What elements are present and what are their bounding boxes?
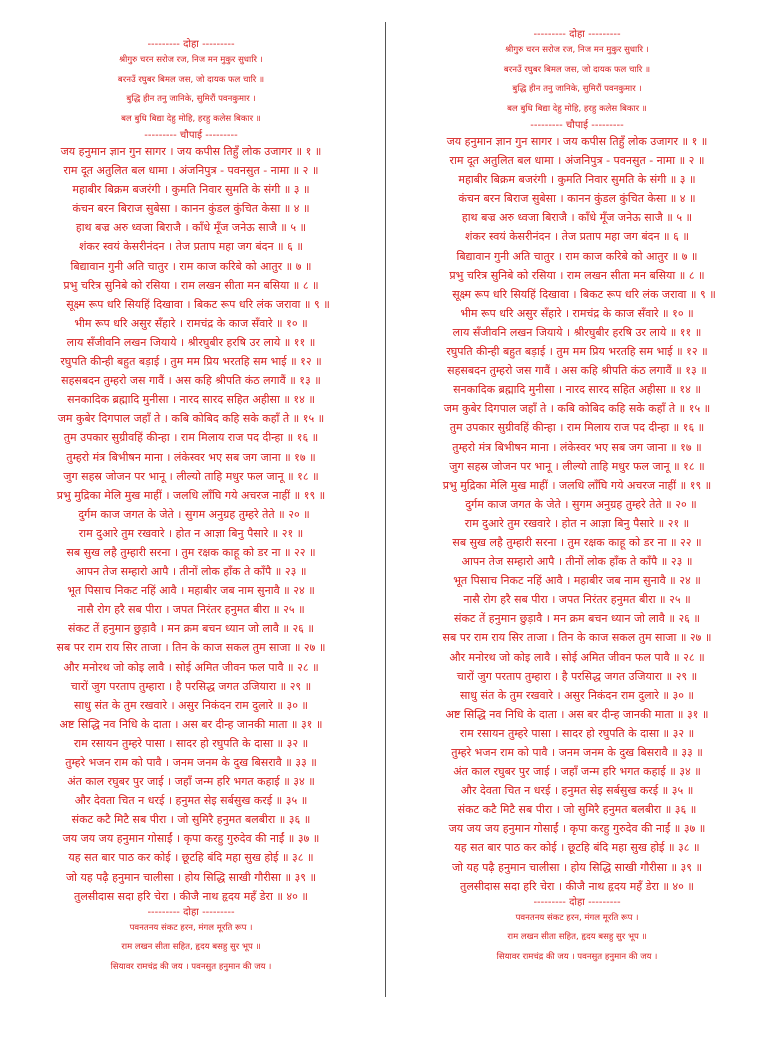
chaupai-line: तुम उपकार सुग्रीवहिं कीन्हा । राम मिलाय राज पद दीन्हा ॥ १६ ॥ bbox=[449, 421, 705, 435]
chaupai-line: तुम्हरो मंत्र बिभीषन माना । लंकेस्वर भए सब जग जाना ॥ १७ ॥ bbox=[452, 440, 702, 454]
chaupai-line: नासै रोग हरै सब पीरा । जपत निरंतर हनुमत बीरा ॥ २५ ॥ bbox=[463, 593, 691, 607]
doha-line: बुद्धि हीन तनु जानिके, सुमिरौं पवनकुमार । bbox=[512, 84, 642, 94]
chaupai-line: अष्ट सिद्धि नव निधि के दाता । अस बर दीन्ह जानकी माता ॥ ३१ ॥ bbox=[445, 707, 709, 721]
chaupai-line: तुलसीदास सदा हरि चेरा । कीजै नाथ हृदय महँ डेरा ॥ ४० ॥ bbox=[460, 879, 694, 893]
chaupai-line: लाय सँजीवनि लखन जियाये । श्रीरघुबीर हरषि उर लाये ॥ ११ ॥ bbox=[66, 335, 316, 349]
chaupai-line: और मनोरथ जो कोइ लावै । सोई अमित जीवन फल पावै ॥ २८ ॥ bbox=[449, 650, 705, 664]
chaupai-line: जो यह पढ़ै हनुमान चालीसा । होय सिद्धि साखी गौरीसा ॥ ३९ ॥ bbox=[65, 870, 317, 884]
column-divider bbox=[385, 22, 386, 997]
chaupai-line: रघुपति कीन्ही बहुत बड़ाई । तुम मम प्रिय भरतहि सम भाई ॥ १२ ॥ bbox=[446, 345, 708, 359]
chaupai-line: जो यह पढ़ै हनुमान चालीसा । होय सिद्धि साखी गौरीसा ॥ ३९ ॥ bbox=[451, 860, 703, 874]
chaupai-line: संकट कटै मिटै सब पीरा । जो सुमिरै हनुमत बलबीरा ॥ ३६ ॥ bbox=[457, 803, 697, 817]
chaupai-line: और देवता चित न धरई । हनुमत सेइ सर्बसुख करई ॥ ३५ ॥ bbox=[460, 784, 694, 798]
doha-line: बल बुधि बिद्या देहु मोहि, हरहु कलेस बिकार ॥ bbox=[121, 113, 261, 124]
chaupai-line: सब पर राम राय सिर ताजा । तिन के काज सकल तुम साजा ॥ २७ ॥ bbox=[442, 631, 712, 645]
chaupai-line: तुम्हरे भजन राम को पावै । जनम जनम के दुख बिसरावै ॥ ३३ ॥ bbox=[65, 756, 317, 769]
chaupai-line: भूत पिसाच निकट नहिं आवै । महाबीर जब नाम सुनावै ॥ २४ ॥ bbox=[67, 584, 315, 598]
chaupai-heading: --------- चौपाई --------- bbox=[530, 120, 624, 131]
chaupai-line: महाबीर बिक्रम बजरंगी । कुमति निवार सुमति के संगी ॥ ३ ॥ bbox=[72, 183, 310, 197]
chaupai-line: कंचन बरन बिराज सुबेसा । कानन कुंडल कुंचित केसा ॥ ४ ॥ bbox=[72, 202, 310, 216]
doha-line: श्रीगुरु चरन सरोज रज, निज मन मुकुर सुधारि । bbox=[505, 45, 649, 55]
closing-doha-line: पवनतनय संकट हरन, मंगल मूरति रूप । bbox=[515, 912, 639, 923]
doha-heading: --------- दोहा --------- bbox=[533, 29, 621, 40]
chaupai-line: राम दुआरे तुम रखवारे । होत न आज्ञा बिनु पैसारे ॥ २१ ॥ bbox=[464, 516, 690, 530]
closing-jaikara-line: सियावर रामचंद्र की जय । पवनसुत हनुमान की जय । bbox=[496, 951, 658, 962]
chaupai-line: यह सत बार पाठ कर कोई । छूटहि बंदि महा सुख होई ॥ ३८ ॥ bbox=[454, 841, 700, 855]
chaupai-line: जम कुबेर दिगपाल जहाँ ते । कबि कोबिद कहि सके कहाँ ते ॥ १५ ॥ bbox=[443, 402, 711, 416]
chaupai-line: जय जय जय हनुमान गोसाईं । कृपा करहु गुरुदेव की नाईं ॥ ३७ ॥ bbox=[62, 832, 320, 846]
chaupai-line: सहसबदन तुम्हरो जस गावैं । अस कहि श्रीपति कंठ लगावैं ॥ १३ ॥ bbox=[447, 364, 707, 378]
doha-line: बरनउँ रघुबर बिमल जस, जो दायक फल चारि ॥ bbox=[117, 74, 265, 85]
chaupai-line: सनकादिक ब्रह्मादि मुनीसा । नारद सारद सहित अहीसा ॥ १४ ॥ bbox=[453, 383, 701, 397]
chaupai-line: भीम रूप धरि असुर सँहारे । रामचंद्र के काज सँवारे ॥ १० ॥ bbox=[460, 306, 694, 320]
chaupai-heading: --------- चौपाई --------- bbox=[144, 130, 238, 141]
chaupai-line: दुर्गम काज जगत के जेते । सुगम अनुग्रह तुम्हरे तेते ॥ २० ॥ bbox=[465, 497, 697, 511]
chaupai-line: तुलसीदास सदा हरि चेरा । कीजै नाथ हृदय महँ डेरा ॥ ४० ॥ bbox=[74, 889, 308, 903]
closing-jaikara-line: सियावर रामचंद्र की जय । पवनसुत हनुमान की जय । bbox=[110, 961, 272, 972]
chaupai-line: राम रसायन तुम्हरे पासा । सादर हो रघुपति के दासा ॥ ३२ ॥ bbox=[73, 736, 309, 750]
closing-doha-line: राम लखन सीता सहित, हृदय बसहु सुर भूप ॥ bbox=[121, 942, 261, 953]
chaupai-line: जय जय जय हनुमान गोसाईं । कृपा करहु गुरुदेव की नाईं ॥ ३७ ॥ bbox=[448, 822, 706, 836]
chaupai-line: राम रसायन तुम्हरे पासा । सादर हो रघुपति के दासा ॥ ३२ ॥ bbox=[459, 726, 695, 740]
chaupai-line: तुम उपकार सुग्रीवहिं कीन्हा । राम मिलाय राज पद दीन्हा ॥ १६ ॥ bbox=[63, 431, 319, 445]
chaupai-line: राम दूत अतुलित बल धामा । अंजनिपुत्र - पवनसुत - नामा ॥ २ ॥ bbox=[449, 154, 705, 168]
chaupai-line: प्रभु मुद्रिका मेलि मुख माहीं । जलधि लाँघि गये अचरज नाहीं ॥ १९ ॥ bbox=[442, 478, 712, 492]
chaupai-line: सब सुख लहै तुम्हारी सरना । तुम रक्षक काहू को डर ना ॥ २२ ॥ bbox=[452, 535, 702, 549]
chaupai-line: सहसबदन तुम्हरो जस गावैं । अस कहि श्रीपति कंठ लगावैं ॥ १३ ॥ bbox=[61, 374, 321, 388]
chaupai-line: कंचन बरन बिराज सुबेसा । कानन कुंडल कुंचित केसा ॥ ४ ॥ bbox=[458, 192, 696, 206]
chaupai-line: अष्ट सिद्धि नव निधि के दाता । अस बर दीन्ह जानकी माता ॥ ३१ ॥ bbox=[59, 717, 323, 731]
chaupai-line: राम दुआरे तुम रखवारे । होत न आज्ञा बिनु पैसारे ॥ २१ ॥ bbox=[78, 526, 304, 540]
chaupai-line: प्रभु चरित्र सुनिबे को रसिया । राम लखन सीता मन बसिया ॥ ८ ॥ bbox=[63, 278, 319, 292]
chaupai-line: यह सत बार पाठ कर कोई । छूटहि बंदि महा सुख होई ॥ ३८ ॥ bbox=[68, 851, 314, 865]
chaupai-line: साधु संत के तुम रखवारे । असुर निकंदन राम दुलारे ॥ ३० ॥ bbox=[459, 688, 695, 702]
chaupai-line: आपन तेज सम्हारो आपै । तीनों लोक हाँक ते काँपै ॥ २३ ॥ bbox=[461, 555, 693, 569]
chaupai-line: लाय सँजीवनि लखन जियाये । श्रीरघुबीर हरषि उर लाये ॥ ११ ॥ bbox=[452, 325, 702, 339]
chaupai-line: चारों जुग परताप तुम्हारा । है परसिद्ध जगत उजियारा ॥ २९ ॥ bbox=[70, 679, 312, 693]
chaupai-line: चारों जुग परताप तुम्हारा । है परसिद्ध जगत उजियारा ॥ २९ ॥ bbox=[456, 669, 698, 683]
chaupai-line: हाथ बज्र अरु ध्वजा बिराजै । काँधे मूँज जनेऊ साजै ॥ ५ ॥ bbox=[75, 221, 307, 235]
chaupai-line: आपन तेज सम्हारो आपै । तीनों लोक हाँक ते काँपै ॥ २३ ॥ bbox=[75, 565, 307, 579]
chaupai-line: जम कुबेर दिगपाल जहाँ ते । कबि कोबिद कहि सके कहाँ ते ॥ १५ ॥ bbox=[57, 412, 325, 426]
chaupai-line: जुग सहस्र जोजन पर भानू । लील्यो ताहि मधुर फल जानू ॥ १८ ॥ bbox=[63, 469, 319, 483]
chaupai-line: दुर्गम काज जगत के जेते । सुगम अनुग्रह तुम्हरे तेते ॥ २० ॥ bbox=[78, 507, 310, 521]
chaupai-line: संकट तें हनुमान छुड़ावै । मन क्रम बचन ध्यान जो लावै ॥ २६ ॥ bbox=[454, 612, 700, 626]
chaupai-line: जय हनुमान ज्ञान गुन सागर । जय कपीस तिहुँ लोक उजागर ॥ १ ॥ bbox=[60, 145, 322, 158]
doha-line: श्रीगुरु चरन सरोज रज, निज मन मुकुर सुधारि । bbox=[119, 55, 263, 65]
chaupai-line: और मनोरथ जो कोइ लावै । सोई अमित जीवन फल पावै ॥ २८ ॥ bbox=[63, 660, 319, 674]
chaupai-line: अंत काल रघुबर पुर जाई । जहाँ जन्म हरि भगत कहाई ॥ ३४ ॥ bbox=[67, 775, 315, 789]
chaupai-line: सनकादिक ब्रह्मादि मुनीसा । नारद सारद सहित अहीसा ॥ १४ ॥ bbox=[67, 393, 315, 407]
closing-doha-heading: --------- दोहा --------- bbox=[147, 906, 235, 918]
chaupai-line: शंकर स्वयं केसरीनंदन । तेज प्रताप महा जग बंदन ॥ ६ ॥ bbox=[465, 230, 689, 244]
chaupai-line: शंकर स्वयं केसरीनंदन । तेज प्रताप महा जग बंदन ॥ ६ ॥ bbox=[79, 240, 303, 254]
doha-line: बरनउँ रघुबर बिमल जस, जो दायक फल चारि ॥ bbox=[503, 64, 651, 75]
closing-doha-line: राम लखन सीता सहित, हृदय बसहु सुर भूप ॥ bbox=[507, 932, 647, 943]
chaupai-line: बिद्यावान गुनी अति चातुर । राम काज करिबे को आतुर ॥ ७ ॥ bbox=[70, 259, 312, 273]
chaupai-line: तुम्हरे भजन राम को पावै । जनम जनम के दुख बिसरावै ॥ ३३ ॥ bbox=[451, 746, 703, 759]
chaupai-line: राम दूत अतुलित बल धामा । अंजनिपुत्र - पवनसुत - नामा ॥ २ ॥ bbox=[63, 164, 319, 178]
chaupai-line: तुम्हरो मंत्र बिभीषन माना । लंकेस्वर भए सब जग जाना ॥ १७ ॥ bbox=[66, 450, 316, 464]
chaupai-line: भूत पिसाच निकट नहिं आवै । महाबीर जब नाम सुनावै ॥ २४ ॥ bbox=[453, 574, 701, 588]
doha-line: बुद्धि हीन तनु जानिके, सुमिरौं पवनकुमार । bbox=[126, 94, 256, 104]
chaupai-line: जय हनुमान ज्ञान गुन सागर । जय कपीस तिहुँ लोक उजागर ॥ १ ॥ bbox=[446, 135, 708, 148]
closing-doha-line: पवनतनय संकट हरन, मंगल मूरति रूप । bbox=[129, 922, 253, 933]
chaupai-line: साधु संत के तुम रखवारे । असुर निकंदन राम दुलारे ॥ ३० ॥ bbox=[73, 698, 309, 712]
chaupai-line: रघुपति कीन्ही बहुत बड़ाई । तुम मम प्रिय भरतहि सम भाई ॥ १२ ॥ bbox=[60, 355, 322, 369]
chaupai-line: भीम रूप धरि असुर सँहारे । रामचंद्र के काज सँवारे ॥ १० ॥ bbox=[74, 316, 308, 330]
doha-line: बल बुधि बिद्या देहु मोहि, हरहु कलेस बिकार ॥ bbox=[507, 103, 647, 114]
chaupai-line: संकट तें हनुमान छुड़ावै । मन क्रम बचन ध्यान जो लावै ॥ २६ ॥ bbox=[68, 622, 314, 636]
chaupai-line: सूक्ष्म रूप धरि सियहिं दिखावा । बिकट रूप धरि लंक जरावा ॥ ९ ॥ bbox=[66, 297, 330, 311]
chaupai-line: हाथ बज्र अरु ध्वजा बिराजै । काँधे मूँज जनेऊ साजै ॥ ५ ॥ bbox=[461, 211, 693, 225]
chaupai-line: जुग सहस्र जोजन पर भानू । लील्यो ताहि मधुर फल जानू ॥ १८ ॥ bbox=[449, 459, 705, 473]
chaupai-line: संकट कटै मिटै सब पीरा । जो सुमिरै हनुमत बलबीरा ॥ ३६ ॥ bbox=[71, 813, 311, 827]
chaupai-line: और देवता चित न धरई । हनुमत सेइ सर्बसुख करई ॥ ३५ ॥ bbox=[74, 794, 308, 808]
chaupai-line: सब पर राम राय सिर ताजा । तिन के काज सकल तुम साजा ॥ २७ ॥ bbox=[56, 641, 326, 655]
chaupai-line: सूक्ष्म रूप धरि सियहिं दिखावा । बिकट रूप धरि लंक जरावा ॥ ९ ॥ bbox=[452, 287, 716, 301]
chaupai-line: महाबीर बिक्रम बजरंगी । कुमति निवार सुमति के संगी ॥ ३ ॥ bbox=[458, 173, 696, 187]
doha-heading: --------- दोहा --------- bbox=[147, 39, 235, 50]
chaupai-line: प्रभु मुद्रिका मेलि मुख माहीं । जलधि लाँघि गये अचरज नाहीं ॥ १९ ॥ bbox=[56, 488, 326, 502]
chaupai-line: अंत काल रघुबर पुर जाई । जहाँ जन्म हरि भगत कहाई ॥ ३४ ॥ bbox=[453, 765, 701, 779]
closing-doha-heading: --------- दोहा --------- bbox=[533, 896, 621, 908]
left-column bbox=[0, 0, 382, 1062]
chaupai-line: नासै रोग हरै सब पीरा । जपत निरंतर हनुमत बीरा ॥ २५ ॥ bbox=[77, 603, 305, 617]
chaupai-line: बिद्यावान गुनी अति चातुर । राम काज करिबे को आतुर ॥ ७ ॥ bbox=[456, 249, 698, 263]
chaupai-line: सब सुख लहै तुम्हारी सरना । तुम रक्षक काहू को डर ना ॥ २२ ॥ bbox=[66, 545, 316, 559]
right-column bbox=[388, 0, 766, 1052]
chaupai-line: प्रभु चरित्र सुनिबे को रसिया । राम लखन सीता मन बसिया ॥ ८ ॥ bbox=[449, 268, 705, 282]
